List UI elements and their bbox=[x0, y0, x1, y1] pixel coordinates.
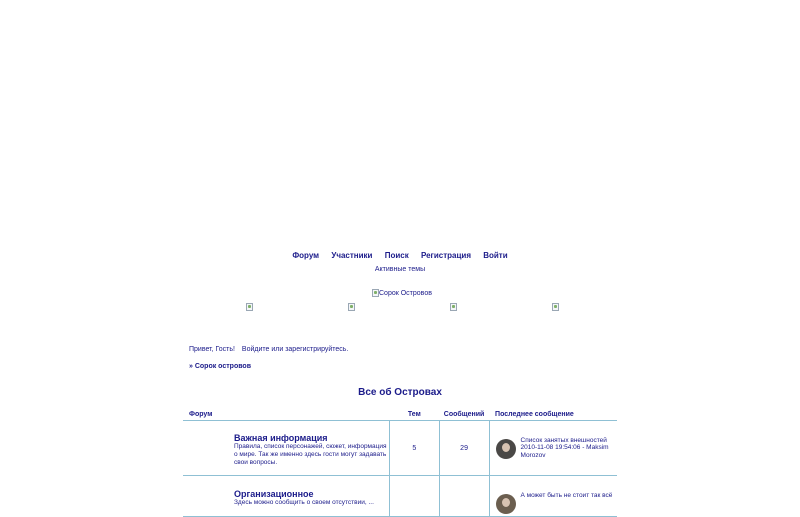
col-forum: Форум bbox=[183, 409, 390, 421]
nav-forum[interactable]: Форум bbox=[292, 251, 320, 260]
category-title[interactable]: Все об Островах bbox=[358, 387, 442, 398]
main-nav bbox=[0, 251, 800, 260]
broken-image-icon bbox=[372, 289, 379, 297]
login-register-link[interactable]: Войдите или зарегистрируйтесь. bbox=[241, 346, 349, 353]
forum-description: Здесь можно сообщить о своем отсутствии, ... bbox=[234, 498, 374, 506]
breadcrumb bbox=[189, 363, 251, 370]
logo-alt-text: Сорок Островов bbox=[379, 289, 432, 297]
broken-image-icon bbox=[246, 303, 253, 311]
table-row bbox=[183, 476, 617, 517]
nav-login[interactable]: Войти bbox=[483, 251, 508, 260]
topics-count bbox=[390, 476, 440, 517]
active-topics-link[interactable]: Активные темы bbox=[374, 266, 426, 273]
broken-image-icon bbox=[348, 303, 355, 311]
forum-cell bbox=[183, 476, 390, 517]
avatar[interactable] bbox=[496, 494, 516, 514]
col-last-post: Последнее сообщение bbox=[489, 409, 617, 421]
last-post-link[interactable]: А может быть не стоит так всё bbox=[520, 491, 613, 499]
nav-users[interactable]: Участники bbox=[331, 251, 373, 260]
table-row bbox=[183, 421, 617, 476]
last-post-link[interactable]: Список занятых внешностей 2010-11-08 19:54:06 - Maksim Morozov bbox=[520, 436, 609, 459]
forum-name-link[interactable]: Важная информация bbox=[234, 432, 328, 443]
breadcrumb-home[interactable]: » Сорок островов bbox=[189, 363, 252, 370]
posts-count: 29 bbox=[439, 421, 489, 476]
nav-search[interactable]: Поиск bbox=[384, 251, 409, 260]
col-posts: Сообщений bbox=[439, 409, 489, 421]
guest-greeting: Привет, Гость! bbox=[189, 346, 235, 353]
welcome-bar bbox=[189, 346, 353, 353]
last-post-cell bbox=[489, 421, 617, 476]
sub-nav bbox=[0, 266, 800, 273]
nav-register[interactable]: Регистрация bbox=[420, 251, 471, 260]
posts-count bbox=[439, 476, 489, 517]
forum-name-link[interactable]: Организационное bbox=[234, 488, 314, 499]
forum-cell bbox=[183, 421, 390, 476]
broken-image-icon bbox=[552, 303, 559, 311]
broken-image-icon bbox=[450, 303, 457, 311]
col-topics: Тем bbox=[390, 409, 440, 421]
avatar[interactable] bbox=[496, 439, 516, 459]
forum-table bbox=[183, 409, 617, 517]
last-post-cell bbox=[489, 476, 617, 517]
forum-description: Правила, список персонажей, сюжет, информация о мире. Так же именно здесь гости могут задавать свои вопросы. bbox=[234, 442, 387, 466]
topics-count: 5 bbox=[390, 421, 440, 476]
table-header bbox=[183, 409, 617, 421]
site-logo[interactable] bbox=[372, 289, 432, 297]
